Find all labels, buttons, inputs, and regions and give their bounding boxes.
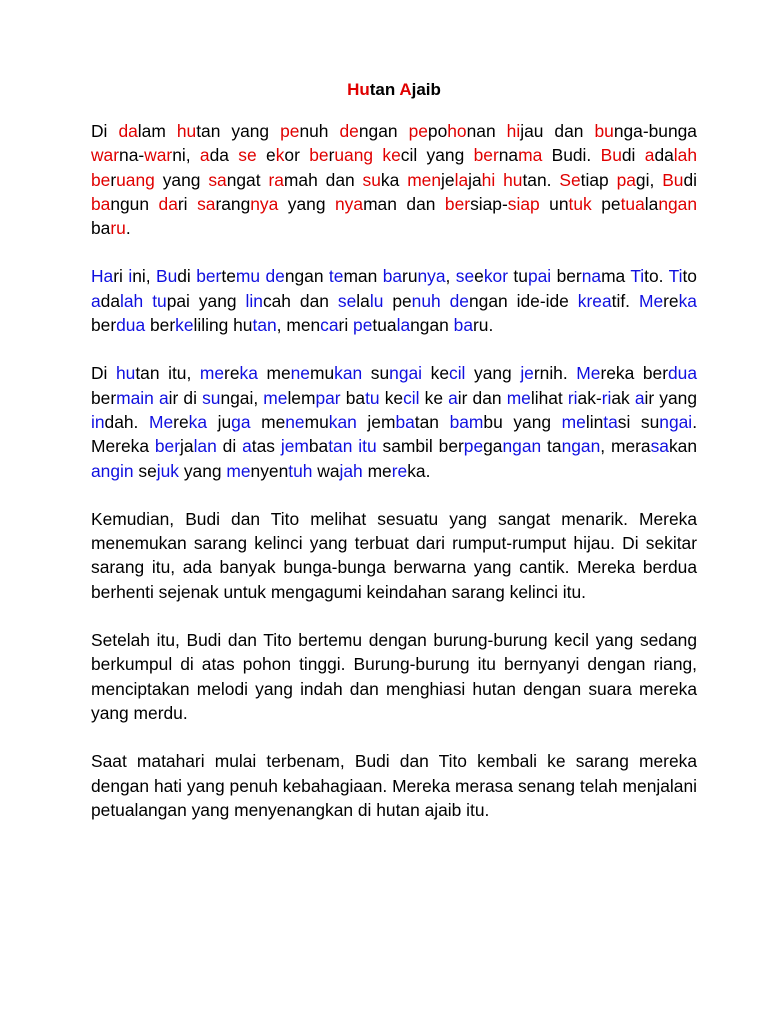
- blue-text-run: dua: [668, 363, 698, 384]
- blue-text-run: a: [242, 436, 252, 457]
- text-run: Di: [91, 121, 119, 141]
- text-run: Di: [91, 363, 116, 384]
- red-text-run: pe: [280, 121, 300, 141]
- text-run: ba: [340, 387, 366, 408]
- text-run: ber: [91, 387, 117, 408]
- blue-text-run: na: [581, 266, 602, 287]
- blue-text-run: a: [634, 387, 645, 408]
- text-run: ir yang: [644, 387, 697, 408]
- blue-text-run: ngan: [561, 436, 601, 457]
- text-run: ke: [422, 363, 449, 384]
- blue-text-run: ber: [154, 436, 181, 457]
- blue-text-run: ne: [290, 363, 310, 384]
- text-run: nan: [466, 121, 507, 141]
- red-text-run: sa: [197, 193, 216, 214]
- blue-text-run: juk: [156, 460, 179, 481]
- blue-text-run: main: [116, 387, 154, 408]
- blue-text-run: tu: [365, 387, 380, 408]
- text-run: man: [343, 266, 383, 287]
- red-text-run: war: [91, 145, 120, 166]
- blue-text-run: ne: [285, 411, 305, 432]
- text-run: ru: [402, 266, 418, 287]
- blue-text-run: ba: [453, 315, 473, 336]
- text-run: ri: [113, 266, 129, 287]
- text-run: po: [427, 121, 448, 141]
- text-run: tan itu,: [135, 363, 200, 384]
- text-run: yang: [465, 363, 521, 384]
- red-text-run: war: [144, 145, 173, 166]
- text-run: tif.: [611, 290, 639, 311]
- blue-text-run: pai: [527, 266, 552, 287]
- blue-text-run: je: [520, 363, 534, 384]
- red-text-run: uang: [334, 145, 374, 166]
- text-run: jaib: [411, 80, 441, 99]
- red-text-run: siap: [507, 193, 540, 214]
- blue-text-run: a: [158, 387, 169, 408]
- text-run: ber: [91, 315, 117, 336]
- text-run: tiap: [580, 169, 617, 190]
- red-text-run: ber: [444, 193, 471, 214]
- text-run: kan: [668, 436, 697, 457]
- red-text-run: be: [91, 169, 111, 190]
- blue-text-run: me: [226, 460, 251, 481]
- blue-text-run: lin: [245, 290, 263, 311]
- text-run: nuh: [299, 121, 340, 141]
- text-run: r: [328, 145, 335, 166]
- blue-text-run: ba: [382, 266, 403, 287]
- text-run: r: [110, 169, 117, 190]
- text-run: re: [173, 411, 189, 432]
- blue-text-run: ri: [601, 387, 612, 408]
- text-run: cil yang: [400, 145, 474, 166]
- blue-text-run: ngai: [659, 411, 693, 432]
- text-run: jem: [356, 411, 396, 432]
- blue-text-run: tu: [362, 436, 377, 457]
- text-run: or: [284, 145, 310, 166]
- text-run: jau dan: [520, 121, 595, 141]
- text-run: sambil ber: [376, 436, 464, 457]
- text-run: lem: [287, 387, 316, 408]
- blue-text-run: par: [315, 387, 341, 408]
- text-run: , mera: [600, 436, 651, 457]
- text-run: liling hu: [193, 315, 253, 336]
- text-run: ngat: [226, 169, 269, 190]
- red-text-run: Hu: [347, 80, 370, 99]
- text-run: ja: [180, 436, 194, 457]
- paragraph-1: [91, 119, 697, 240]
- text-run: ni,: [172, 145, 200, 166]
- red-text-run: ngan: [658, 193, 698, 214]
- text-run: nga-bunga: [613, 121, 697, 141]
- text-run: rnih.: [533, 363, 577, 384]
- text-run: si su: [617, 411, 660, 432]
- text-run: ngan: [358, 121, 409, 141]
- blue-text-run: ka: [188, 411, 208, 432]
- blue-text-run: lan: [193, 436, 217, 457]
- text-run: Setelah itu, Budi dan Tito bertemu dengan burung-burung kecil yang sedang berkumpul di atas pohon tinggi. Burung-burung itu bernyanyi dengan riang, menciptakan melodi yang indah dan menghiasi hutan dengan suara mereka yang merdu.: [91, 630, 697, 723]
- blue-text-run: cil: [449, 363, 466, 384]
- red-text-run: pe: [408, 121, 428, 141]
- red-text-run: tuk: [568, 193, 592, 214]
- blue-text-run: ba: [395, 411, 415, 432]
- text-run: ir di: [168, 387, 203, 408]
- red-text-run: ke: [382, 145, 401, 166]
- text-run: te: [221, 266, 236, 287]
- text-run: di: [621, 145, 645, 166]
- blue-text-run: nya: [417, 266, 446, 287]
- text-run: da: [654, 145, 674, 166]
- blue-text-run: Bu: [155, 266, 178, 287]
- red-text-run: bu: [594, 121, 614, 141]
- blue-text-run: ga: [231, 411, 251, 432]
- text-run: pe: [383, 290, 412, 311]
- text-run: ju: [207, 411, 232, 432]
- blue-text-run: i: [358, 436, 363, 457]
- red-text-run: nya: [335, 193, 364, 214]
- text-run: reka ber: [600, 363, 668, 384]
- document-page: [91, 78, 697, 846]
- blue-text-run: se: [337, 290, 357, 311]
- red-text-run: ba: [91, 193, 111, 214]
- red-text-run: hi: [481, 169, 496, 190]
- text-run: mu: [304, 411, 329, 432]
- red-text-run: ma: [518, 145, 543, 166]
- red-text-run: la: [454, 169, 469, 190]
- text-run: di: [216, 436, 243, 457]
- text-run: ta: [541, 436, 562, 457]
- text-run: [373, 145, 382, 165]
- text-run: ke: [419, 387, 449, 408]
- text-run: tan.: [522, 169, 560, 190]
- blue-text-run: re: [391, 460, 408, 481]
- blue-text-run: ngai: [389, 363, 423, 384]
- text-run: ngai,: [220, 387, 264, 408]
- blue-text-run: te: [328, 266, 344, 287]
- text-run: re: [663, 290, 679, 311]
- text-run: ,: [445, 266, 456, 287]
- red-text-run: uang: [116, 169, 155, 190]
- red-text-run: hu: [503, 169, 523, 190]
- blue-text-run: ngin: [100, 460, 134, 481]
- blue-text-run: Ti: [630, 266, 645, 287]
- text-run: me: [257, 363, 291, 384]
- red-text-run: Bu: [600, 145, 622, 166]
- red-text-run: pa: [616, 169, 636, 190]
- text-run: tas: [251, 436, 281, 457]
- text-run: [441, 291, 450, 311]
- text-run: la: [644, 193, 659, 214]
- blue-text-run: ta: [603, 411, 618, 432]
- text-run: to: [682, 266, 697, 287]
- text-run: ja: [468, 169, 482, 190]
- red-text-run: ber: [473, 145, 499, 166]
- text-run: ri: [177, 193, 198, 214]
- text-run: ngan: [410, 315, 454, 336]
- blue-text-run: ka: [678, 290, 697, 311]
- blue-text-run: jah: [339, 460, 363, 481]
- paragraph-3: [91, 361, 697, 482]
- text-run: pai yang: [166, 290, 246, 311]
- text-run: ka: [380, 169, 408, 190]
- text-run: rang: [215, 193, 251, 214]
- text-run: tua: [372, 315, 397, 336]
- red-text-run: ra: [268, 169, 284, 190]
- text-run: siap-: [470, 193, 508, 214]
- blue-text-run: tan: [252, 315, 277, 336]
- red-text-run: hu: [176, 121, 197, 141]
- red-text-run: nya: [250, 193, 279, 214]
- text-run: nyen: [250, 460, 289, 481]
- text-run: to.: [644, 266, 669, 287]
- blue-text-run: dua: [116, 315, 146, 336]
- text-run: ba: [308, 436, 329, 457]
- blue-text-run: me: [199, 363, 225, 384]
- red-text-run: tua: [620, 193, 645, 214]
- blue-text-run: cil: [403, 387, 420, 408]
- blue-text-run: ber: [196, 266, 222, 287]
- text-run: [495, 170, 503, 190]
- text-run: e: [474, 266, 484, 287]
- text-run: tan: [414, 411, 450, 432]
- blue-text-run: tuh: [288, 460, 313, 481]
- text-run: mu: [309, 363, 335, 384]
- blue-text-run: ngan: [502, 436, 542, 457]
- blue-text-run: krea: [577, 290, 612, 311]
- text-run: , men: [276, 315, 321, 336]
- text-run: un: [539, 193, 569, 214]
- text-run: ak-: [577, 387, 602, 408]
- red-text-run: be: [309, 145, 329, 166]
- blue-text-run: nuh: [411, 290, 441, 311]
- text-run: tu: [508, 266, 528, 287]
- blue-text-run: kan: [328, 411, 357, 432]
- paragraph-2: [91, 264, 697, 337]
- text-run: e: [256, 145, 276, 166]
- blue-text-run: ca: [320, 315, 339, 336]
- blue-text-run: a: [91, 460, 101, 481]
- blue-text-run: de: [265, 266, 285, 287]
- text-run: ka.: [407, 460, 431, 481]
- text-run: su: [362, 363, 390, 384]
- red-text-run: ho: [447, 121, 467, 141]
- text-run: Budi.: [542, 145, 601, 166]
- red-text-run: sa: [208, 169, 227, 190]
- blue-text-run: me: [561, 411, 586, 432]
- blue-text-run: su: [202, 387, 221, 408]
- blue-text-run: me: [263, 387, 288, 408]
- text-run: ru.: [473, 315, 494, 336]
- text-run: wa: [312, 460, 340, 481]
- blue-text-run: Me: [149, 411, 174, 432]
- text-run: lihat: [530, 387, 568, 408]
- text-run: na: [498, 145, 519, 166]
- red-text-run: de: [339, 121, 359, 141]
- document-title: [91, 78, 697, 102]
- text-run: se: [133, 460, 157, 481]
- blue-text-run: me: [506, 387, 531, 408]
- text-run: cah dan: [262, 290, 338, 311]
- text-run: me: [250, 411, 286, 432]
- red-text-run: da: [118, 121, 138, 141]
- paragraph-4: [91, 507, 697, 604]
- text-run: la: [356, 290, 370, 311]
- blue-text-run: lu: [369, 290, 384, 311]
- text-run: .: [125, 218, 131, 239]
- text-run: ber: [551, 266, 582, 287]
- text-run: bu yang: [483, 411, 562, 432]
- text-run: ber: [145, 315, 176, 336]
- blue-text-run: tan: [328, 436, 353, 457]
- blue-text-run: de: [449, 290, 469, 311]
- blue-text-run: i: [128, 266, 133, 287]
- paragraph-5: [91, 628, 697, 725]
- blue-text-run: kan: [334, 363, 363, 384]
- text-run: tan: [369, 80, 400, 99]
- blue-text-run: pe: [353, 315, 373, 336]
- text-run: di: [683, 169, 698, 190]
- blue-text-run: kor: [483, 266, 509, 287]
- text-run: me: [362, 460, 392, 481]
- red-text-run: su: [362, 169, 381, 190]
- blue-text-run: la: [396, 315, 411, 336]
- text-run: ngan: [284, 266, 329, 287]
- text-run: tan yang: [196, 121, 281, 141]
- text-run: ir dan: [457, 387, 507, 408]
- paragraph-6: [91, 749, 697, 822]
- blue-text-run: mu: [235, 266, 261, 287]
- blue-text-run: jem: [280, 436, 309, 457]
- text-run: Kemudian, Budi dan Tito melihat sesuatu yang sangat menarik. Mereka menemukan sarang kelinci yang terbuat dari rumput-rumput hijau. Di sekitar sarang itu, ada banyak bunga-bunga berwarna yang cantik. Mereka berdua berhenti sejenak untuk mengagumi keindahan sarang kelinci itu.: [91, 508, 697, 602]
- text-run: je: [441, 169, 455, 190]
- text-run: dah.: [104, 411, 149, 432]
- blue-text-run: lah: [120, 290, 144, 311]
- red-text-run: Bu: [662, 169, 684, 190]
- text-run: ke: [379, 387, 404, 408]
- text-run: gi,: [635, 169, 663, 190]
- text-run: di: [177, 266, 197, 287]
- blue-text-run: ri: [567, 387, 578, 408]
- blue-text-run: a: [91, 290, 101, 311]
- blue-text-run: sa: [650, 436, 669, 457]
- text-run: da: [209, 145, 239, 166]
- red-text-run: a: [644, 145, 655, 166]
- text-run: ga: [483, 436, 503, 457]
- text-run: man dan: [363, 193, 445, 214]
- red-text-run: A: [399, 80, 412, 99]
- text-run: yang: [179, 460, 227, 481]
- blue-text-run: ka: [239, 363, 258, 384]
- blue-text-run: Ti: [668, 266, 683, 287]
- text-run: . Mereka: [91, 411, 698, 457]
- blue-text-run: se: [455, 266, 475, 287]
- red-text-run: lah: [673, 145, 698, 166]
- red-text-run: da: [158, 193, 178, 214]
- blue-text-run: bam: [449, 411, 484, 432]
- text-run: ba: [91, 218, 111, 239]
- text-run: ngan ide-ide: [468, 290, 578, 311]
- red-text-run: k: [275, 145, 285, 166]
- red-text-run: men: [407, 169, 442, 190]
- text-run: yang: [278, 193, 336, 214]
- red-text-run: Se: [559, 169, 581, 190]
- blue-text-run: hu: [116, 363, 136, 384]
- text-run: ni,: [132, 266, 156, 287]
- red-text-run: hi: [506, 121, 521, 141]
- blue-text-run: Me: [638, 290, 664, 311]
- blue-text-run: a: [448, 387, 458, 408]
- text-run: mah dan: [283, 169, 363, 190]
- text-run: yang: [154, 169, 209, 190]
- text-run: pe: [591, 193, 621, 214]
- text-run: re: [224, 363, 240, 384]
- text-run: da: [100, 290, 121, 311]
- blue-text-run: Ha: [91, 266, 114, 287]
- text-run: lin: [585, 411, 604, 432]
- text-run: ri: [338, 315, 354, 336]
- blue-text-run: in: [91, 411, 105, 432]
- text-run: lam: [137, 121, 177, 141]
- red-text-run: a: [199, 145, 210, 166]
- red-text-run: se: [238, 145, 257, 166]
- blue-text-run: ke: [175, 315, 194, 336]
- text-run: ma: [601, 266, 631, 287]
- text-run: [143, 291, 152, 311]
- red-text-run: ru: [110, 218, 126, 239]
- text-run: ak: [611, 387, 635, 408]
- text-run: na-: [119, 145, 145, 166]
- blue-text-run: pe: [463, 436, 484, 457]
- blue-text-run: Me: [576, 363, 601, 384]
- blue-text-run: tu: [152, 290, 167, 311]
- text-run: ngun: [110, 193, 159, 214]
- text-run: Saat matahari mulai terbenam, Budi dan Tito kembali ke sarang mereka dengan hati yang penuh kebahagiaan. Mereka merasa senang telah menjalani petualangan yang menyenangkan di hutan ajaib itu.: [91, 751, 697, 820]
